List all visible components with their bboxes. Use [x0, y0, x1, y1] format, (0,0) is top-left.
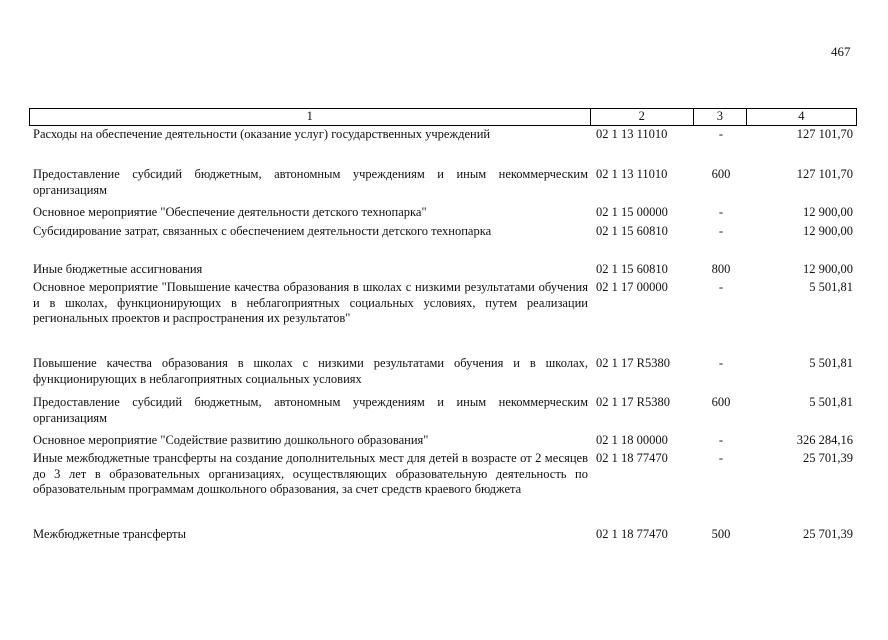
row-name: Субсидирование затрат, связанных с обеспечением деятельности детского технопарка: [33, 224, 492, 238]
column-header-3: 3: [694, 109, 747, 125]
row-name: Предоставление субсидий бюджетным, автономным учреждениям и иным некоммерческим организациям: [33, 395, 588, 425]
row-amount: 25 701,39: [803, 527, 853, 541]
row-code: 02 1 15 00000: [596, 205, 668, 219]
column-header-1: 1: [30, 109, 591, 125]
row-amount: 12 900,00: [803, 262, 853, 276]
row-name: Основное мероприятие "Содействие развитию дошкольного образования": [33, 433, 429, 447]
column-header-2: 2: [591, 109, 694, 125]
row-amount: 25 701,39: [803, 451, 853, 465]
row-name: Предоставление субсидий бюджетным, автономным учреждениям и иным некоммерческим организациям: [33, 167, 588, 197]
row-code: 02 1 18 77470: [596, 451, 668, 465]
row-code: 02 1 15 60810: [596, 262, 668, 276]
row-amount: 12 900,00: [803, 205, 853, 219]
row-name: Повышение качества образования в школах с низкими результатами обучения и в школах, функционирующих в неблагоприятных социальных условиях: [33, 356, 588, 386]
row-amount: 5 501,81: [809, 356, 853, 370]
table-row: [29, 167, 857, 198]
row-type: -: [718, 127, 724, 141]
row-code: 02 1 18 00000: [596, 433, 668, 447]
row-type: -: [718, 205, 724, 219]
row-code: 02 1 13 11010: [596, 127, 668, 141]
row-code: 02 1 17 R5380: [596, 356, 670, 370]
row-amount: 127 101,70: [796, 167, 853, 181]
row-code: 02 1 15 60810: [596, 224, 668, 238]
row-type: -: [718, 224, 724, 238]
row-amount: 12 900,00: [803, 224, 853, 238]
row-type: -: [718, 451, 724, 465]
table-row: [29, 205, 857, 221]
table-header: [29, 108, 857, 126]
row-name: Межбюджетные трансферты: [33, 527, 187, 541]
table-row: [29, 395, 857, 426]
row-code: 02 1 17 R5380: [596, 395, 670, 409]
table-row: [29, 127, 857, 143]
table-row: [29, 527, 857, 543]
row-type: 600: [711, 167, 731, 181]
row-code: 02 1 17 00000: [596, 280, 668, 294]
row-type: -: [718, 356, 724, 370]
table-row: [29, 280, 857, 327]
row-type: 500: [711, 527, 731, 541]
table-row: [29, 262, 857, 278]
row-type: -: [718, 280, 724, 294]
row-type: 800: [711, 262, 731, 276]
row-name: Основное мероприятие "Обеспечение деятельности детского технопарка": [33, 205, 427, 219]
row-type: 600: [711, 395, 731, 409]
table-row: [29, 451, 857, 498]
row-code: 02 1 13 11010: [596, 167, 668, 181]
row-name: Иные межбюджетные трансферты на создание дополнительных мест для детей в возрасте от 2 месяцев до 3 лет в образовательных организациях, осуществляющих образовательную деятельность по образовательным программам дошкольного образования, за счет средств краевого бюджета: [33, 451, 588, 496]
row-amount: 127 101,70: [796, 127, 853, 141]
row-name: Основное мероприятие "Повышение качества образования в школах с низкими результатами обучения и в школах, функционирующих в неблагоприятных социальных условиях, путем реализации региональных проектов и распространения их результатов": [33, 280, 588, 325]
row-amount: 326 284,16: [796, 433, 853, 447]
table-row: [29, 433, 857, 449]
row-name: Иные бюджетные ассигнования: [33, 262, 203, 276]
table-row: [29, 224, 857, 240]
column-header-4: 4: [798, 109, 805, 123]
table-row: [29, 356, 857, 387]
row-type: -: [718, 433, 724, 447]
budget-table: [29, 108, 857, 541]
page-number: 467: [831, 44, 851, 59]
row-name: Расходы на обеспечение деятельности (оказание услуг) государственных учреждений: [33, 127, 491, 141]
row-amount: 5 501,81: [809, 280, 853, 294]
row-code: 02 1 18 77470: [596, 527, 668, 541]
row-amount: 5 501,81: [809, 395, 853, 409]
